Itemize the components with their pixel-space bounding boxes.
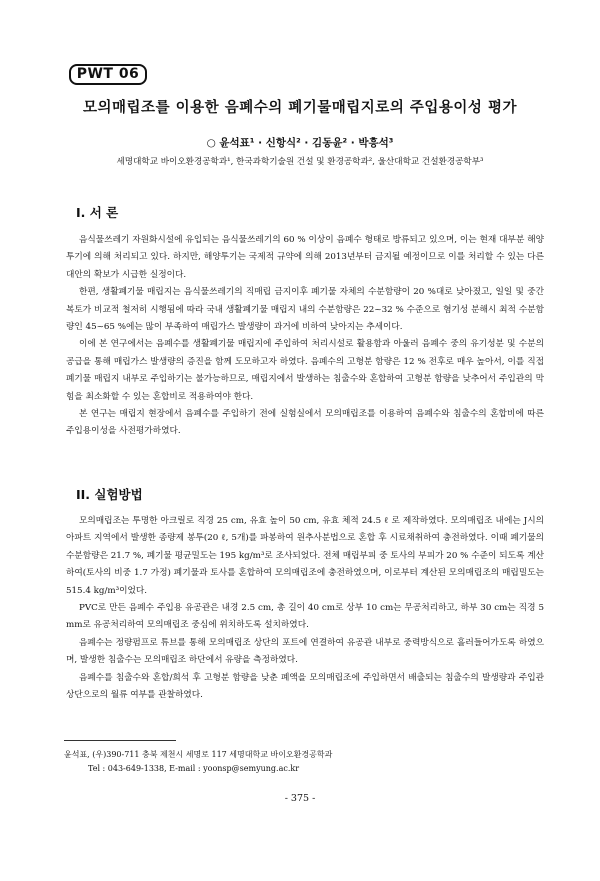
paragraph: 음폐수는 정량펌프로 튜브를 통해 모의매립조 상단의 포트에 연결하여 유공관 내부로 중력방식으로 흘러들어가도록 하였으며, 발생한 침출수는 모의매립조 하단에서 유량을 측정하였다. — [66, 637, 544, 666]
page-number: - 375 - — [284, 793, 316, 804]
paper-title: 모의매립조를 이용한 음폐수의 폐기물매립지로의 주입용이성 평가 — [83, 100, 517, 116]
paragraph: 본 연구는 매립지 현장에서 음폐수를 주입하기 전에 실험실에서 모의매립조를 이용하여 음폐수와 침출수의 혼합비에 따른 주입용이성을 사전평가하였다. — [66, 409, 544, 437]
methods-body — [66, 513, 544, 704]
footnote-divider — [64, 740, 176, 741]
author-list: ○ 윤석표¹ · 신항식² · 김동윤² · 박흥석³ — [206, 137, 394, 149]
section-heading-methods: II. 실험방법 — [76, 487, 143, 502]
footnote — [64, 748, 534, 776]
introduction-body — [66, 232, 544, 441]
session-badge: PWT 06 — [69, 64, 147, 85]
paragraph: 음식물쓰레기 자원화시설에 유입되는 음식물쓰레기의 60 % 이상이 음폐수 형태로 방류되고 있으며, 이는 현재 대부분 해양투기에 의해 처리되고 있다. 하지만, 해양투기는 국제적 규약에 의해 2013년부터 금지될 예정이므로 이를 처리할 수 있는 다른 대안의 확보가 시급한 실정이다. — [66, 235, 544, 280]
paragraph: 이에 본 연구에서는 음폐수를 생활폐기물 매립지에 주입하여 처리시설로 활용함과 아울러 음폐수 중의 유기성분 및 수분의 공급을 통해 매립가스 발생량의 증진을 함께 도모하고자 하였다. 음폐수의 고형분 함량은 12 % 전후로 매우 높아서, 이를 직접 폐기물 매립지 내부로 주입하기는 불가능하므로, 매립지에서 발생하는 침출수와 혼합하여 고형분 함량을 낮추어서 주입관의 막힘을 최소화할 수 있는 혼합비로 적용하여야 한다. — [66, 339, 544, 402]
footnote-contact: Tel : 043-649-1338, E-mail : yoonsp@semyung.ac.kr — [88, 764, 300, 773]
section-heading-introduction: I. 서 론 — [76, 205, 119, 220]
footnote-address: 윤석표, (우)390-711 충북 제천시 세명로 117 세명대학교 바이오환경공학과 — [64, 750, 333, 759]
paragraph: 모의매립조는 투명한 아크릴로 직경 25 cm, 유효 높이 50 cm, 유효 체적 24.5 ℓ 로 제작하였다. 모의매립조 내에는 J시의 아파트 지역에서 발생한 종량제 봉투(20 ℓ, 5개)를 파봉하여 원추사분법으로 혼합 후 시료채취하여 충전하였다. 이때 폐기물의 수분함량은 21.7 %, 폐기물 평균밀도는 195 kg/m³로 조사되었다. 전체 매립부피 중 토사의 부피가 20 % 수준이 되도록 계산하여(토사의 비중 1.7 가정) 폐기물과 토사를 혼합하여 모의매립조에 충전하였으며, 이로부터 계산된 모의매립조의 매립밀도는 515.4 kg/m³이었다. — [66, 516, 544, 596]
paragraph: PVC로 만든 음폐수 주입용 유공관은 내경 2.5 cm, 총 길이 40 cm로 상부 10 cm는 무공처리하고, 하부 30 cm는 직경 5 mm로 유공처리하여 모의매립조 중심에 위치하도록 설치하였다. — [66, 603, 544, 631]
paragraph: 음폐수를 침출수와 혼합/희석 후 고형분 함량을 낮춘 폐액을 모의매립조에 주입하면서 배출되는 침출수의 발생량과 주입관 상단으로의 월류 여부를 관찰하였다. — [66, 672, 544, 701]
affiliations: 세명대학교 바이오환경공학과¹, 한국과학기술원 건설 및 환경공학과², 울산대학교 건설환경공학부³ — [116, 157, 484, 167]
paragraph: 한편, 생활폐기물 매립지는 음식물쓰레기의 직매립 금지이후 폐기물 자체의 수분함량이 20 %대로 낮아졌고, 일일 및 중간복토가 비교적 철저히 시행됨에 따라 국내 생활폐기물 매립지 내의 수분함량은 22~32 % 수준으로 혐기성 분해시 최적 수분함량인 45~65 %에는 많이 부족하여 매립가스 발생량이 과거에 비하여 낮아지는 추세이다. — [66, 287, 544, 333]
